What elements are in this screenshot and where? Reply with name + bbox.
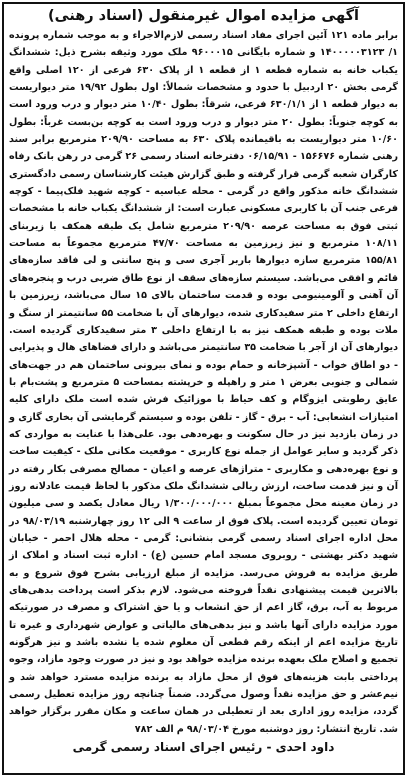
notice-body-text: برابر ماده ۱۲۱ آئین اجرای مفاد اسناد رسمی لازم‌الاجراء و به موجب شماره پرونده ۱/ ۱۴۰۰۰۰۰۳۱۲۳ و شماره بایگانی ۹۶۰۰۰۱۵ ملک مورد وثیقه بشرح ذیل: ششدانگ یکباب خانه به شماره قطعه ۱ از قطعه ۱ از پلاک ۶۳۰ فرعی از ۱۲۰ اصلی واقع گرمی بخش ۲۰ اردبیل با حدود و مشخصات شمالاً: اول بطول ۱۹/۹۲ متر دیواریست به دیوار قطعه ۱ از ۶۳۰/۱/۱ فرعی، شرقاً: بطول ۱۰/۴۰ متر دیوار و درب ورود است به کوچه جنوباً: بطول ۲۰ متر دیوار و درب ورود است به کوچه بن‌بست غرباً: بطول ۱۰/۶۰ متر دیواریست به باقیمانده پلاک ۶۳۰ به مساحت ۲۰۹/۹۰ مترمربع برابر سند رهنی شماره ۱۵۶۶۷۶ - ۰۶/۱۵/۹۱ دفترخانه اسناد رسمی ۲۶ گرمی در رهن بانک رفاه کارگران شعبه گرمی قرار گرفته و طبق گزارش هیئت کارشناسان رسمی دادگستری ششدانگ خانه مذکور واقع در گرمی - محله عباسیه - کوچه شهید فلک‌پیما - کوچه فرعی جنب آن با کاربری مسکونی عبارت است: از ششدانگ یکباب خانه با مشخصات ثبتی فوق به مساحت عرصه ۲۰۹/۹۰ مترمربع شامل یک طبقه همکف با زیربنای ۱۰۸/۱۱ مترمربع و نیز زیرزمین به مساحت ۴۷/۷۰ مترمربع مجموعاً به مساحت ۱۵۵/۸۱ مترمربع سازه دیوارها باربر آجری سی و پنج سانتی و لی فاقد سازه‌های قائم و افقی می‌باشد. سیستم سازه‌های سقف از نوع طاق ضربی درب و پنجره‌های آن آهنی و آلومینیومی بوده و قدمت ساختمان بالای ۱۵ سال می‌باشد، زیرزمین با ارتفاع داخلی ۲ متر سفیدکاری شده، دیوارهای آن با ضخامت ۵۵ سانتیمتر از سنگ و ملات بوده و طبقه همکف نیز به با ارتفاع داخلی ۳ متر سفیدکاری گردیده است. دیوارهای آن از آجر با ضخامت ۳۵ سانتیمتر می‌باشد و دارای فضاهای هال و پذیرایی - دو اطاق خواب - آشپزخانه و حمام بوده و نمای بیرونی ساختمان هم در جهت‌های شمالی و جنوبی بعرض ۱ متر و راهپله و خرپشته بمساحت ۵ مترمربع و پشت‌بام با عایق رطوبتی ایزوگام و کف حیاط با موزائیک فرش شده است ملک دارای کلیه امتیازات انشعابی: آب - برق - گاز - تلفن بوده و سیستم گرمایشی آن بخاری گازی و در زمان بازدید نیز در حال سکونت و بهره‌دهی بود. علی‌هذا با عنایت به مواردی که ذکر گردید و سایر عوامل از جمله نوع کاربری - موقعیت مکانی ملک - کیفیت ساخت و نوع بهره‌دهی و مکاربری - متراژهای عرصه و اعیان - مصالح مصرفی بکار رفته در آن و نیز قدمت ساخت، ارزش ریالی ششدانگ ملک مذکور با لحاظ قیمت عادلانه روز در زمان معینه محل مجموعاً بمبلغ ۱/۳۰۰/۰۰۰/۰۰۰ ریال معادل یکصد و سی میلیون تومان تعیین گردیده است. پلاک فوق از ساعت ۹ الی ۱۲ روز چهارشنبه ۹۸/۰۳/۱۹ در محل اداره اجرای اسناد رسمی گرمی بنشانی: گرمی - محله هلال احمر - خیابان شهید دکتر بهشتی - روبروی مسجد امام حسین (ع) - اداره ثبت اسناد و املاک از طریق مزایده به فروش می‌رسد. مزایده از مبلغ ارزیابی بشرح فوق شروع و به بالاترین قیمت پیشنهادی نقداً فروخته می‌شود. لازم بذکر است پرداخت بدهی‌های مربوط به آب، برق، گاز اعم از حق انشعاب و یا حق اشتراک و مصرف در صورتیکه مورد مزایده دارای آنها باشد و نیز بدهی‌های مالیاتی و عوارض شهرداری و غیره تا تاریخ مزایده اعم از اینکه رقم قطعی آن معلوم شده یا نشده باشد و نیز هرگونه تجمیع و اصلاح ملک بعهده برنده مزایده خواهد بود و نیز در صورت وجود مازاد، وجوه پرداختی بابت هزینه‌های فوق از محل مازاد به برنده مزایده مسترد خواهد شد و نیم‌عشر و حق مزایده نقداً وصول می‌گردد. ضمناً چنانچه روز مزایده تعطیل رسمی گردد، مزایده روز اداری بعد از تعطیلی در همان ساعت و مکان مقرر برگزار خواهد شد. تاریخ انتشار: روز دوشنبه مورخ ۹۸/۰۳/۰۴ م الف ۷۸۲ [9, 30, 399, 735]
auction-notice [2, 2, 405, 775]
notice-title: آگهی مزایده اموال غیرمنقول (اسناد رهنی) [48, 8, 359, 24]
notice-signature: داود احدی - رئیس اجرای اسناد رسمی گرمی [72, 740, 335, 755]
